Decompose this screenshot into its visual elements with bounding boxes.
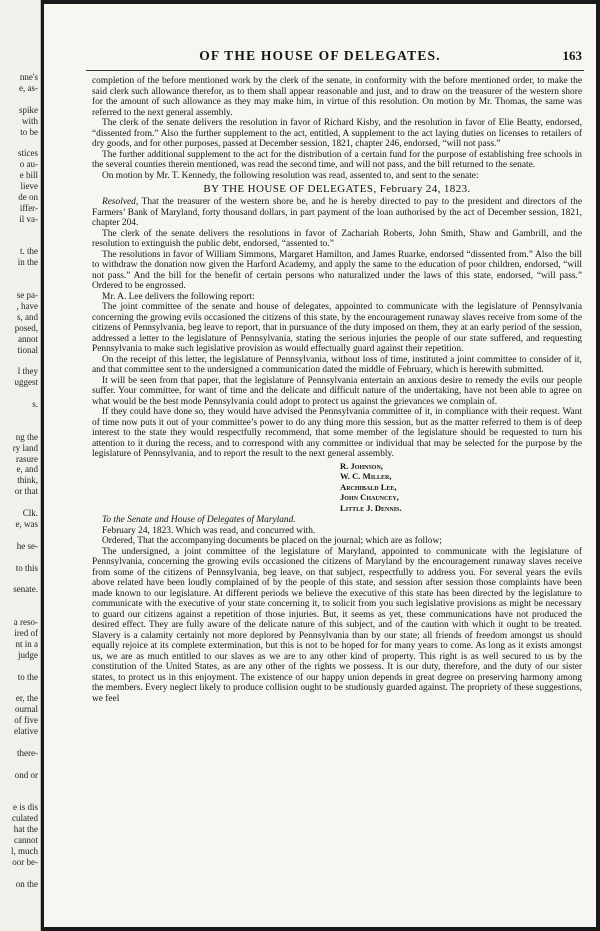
section-heading: BY THE HOUSE OF DELEGATES, February 24, 1823. — [203, 183, 471, 195]
document-page — [44, 4, 596, 927]
margin-fragment: nne's — [19, 72, 38, 82]
margin-fragment: o au- — [19, 159, 38, 170]
paragraph: The clerk of the senate delivers the resolution in favor of Richard Kisby, and the resolution in favor of Elie Beatty, endorsed, “dissented from.” Also the further supplement to the act, entitled, A supplement to the act laying duties on licenses to retailers of dry goods, and for other purposes, passed at December session, 1821, chapter 246, endorsed, “will not pass.” — [92, 118, 582, 149]
running-head: OF THE HOUSE OF DELEGATES. — [199, 48, 441, 63]
margin-fragment: e bill — [19, 170, 38, 181]
margin-fragment: e, and — [16, 464, 38, 475]
facing-page-margin — [0, 0, 41, 931]
margin-fragment: posed, — [14, 322, 38, 333]
margin-fragment: , have — [16, 300, 38, 311]
margin-fragment: tional — [17, 344, 38, 355]
address-line: To the Senate and House of Delegates of Maryland. — [102, 515, 296, 525]
paragraph: Mr. A. Lee delivers the following report: — [102, 291, 255, 302]
margin-fragment: l they — [17, 366, 38, 377]
margin-fragment: de on — [18, 191, 38, 202]
paragraph: The clerk of the senate delivers the resolutions in favor of Zachariah Roberts, John Smith, Shaw and Gambrill, and the resolution to extinguish the public debt, endorsed, “assented to.” — [92, 228, 582, 249]
resolution-text: That the treasurer of the western shore be, and he is hereby directed to pay to the president and directors of the Farmers’ Bank of Maryland, forty thousand dollars, in part payment of the loan authorised by the act of December session, 1821, chapter 204. — [92, 197, 582, 228]
paragraph: The resolutions in favor of William Simmons, Margaret Hamilton, and James Ruarke, endorsed “dissented from.” Also the bill to withdraw the donation now given the Harford Academy, and apply the same to the education of poor children, endorsed, “will not pass.” And the bill for the benefit of certain persons who naturalized under the laws of this state, endorsed, “will pass.” Ordered to be engrossed. — [92, 249, 582, 291]
margin-fragment: annot — [18, 333, 38, 344]
resolution-lead: Resolved, — [102, 197, 139, 207]
margin-fragment: of five — [14, 715, 38, 726]
margin-fragment: he se- — [16, 540, 38, 551]
signature: John Chauncey, — [340, 492, 399, 502]
margin-fragment: e, as- — [19, 82, 38, 93]
margin-fragment: or that — [14, 486, 38, 497]
margin-fragment: a reso- — [13, 617, 38, 627]
margin-fragment: se pa- — [16, 290, 38, 300]
page-header — [44, 48, 596, 68]
margin-fragment: lieve — [20, 181, 38, 191]
signature: W. C. Miller, — [340, 471, 392, 481]
paragraph: It will be seen from that paper, that the legislature of Pennsylvania entertain an anxious desire to remedy the evils our people suffer. Your committee, for want of time and the delicate and difficult nature of the undertaking, have not been able to agree on what would be the best mode Pennsylvania could adopt to protect us against the grievances we complain of. — [92, 375, 582, 407]
margin-fragment: iffer- — [19, 202, 38, 213]
margin-fragment: with — [21, 115, 38, 126]
margin-fragment: Clk. — [22, 508, 38, 518]
margin-fragment: culated — [12, 813, 38, 824]
margin-fragment: spike — [19, 104, 38, 115]
margin-fragment: e, was — [15, 518, 38, 529]
page-body — [92, 76, 582, 704]
margin-fragment: stices — [18, 148, 38, 159]
margin-fragment: ond or — [14, 769, 38, 780]
margin-fragment: ournal — [15, 704, 38, 715]
margin-fragment: nt in a — [15, 638, 38, 649]
margin-fragment: ry land — [12, 442, 38, 453]
margin-fragment: s, and — [17, 311, 38, 322]
paragraph: completion of the before mentioned work by the clerk of the senate, in conformity with the before mentioned order, to make the said clerk such allowance therefor, as to them shall appear reasonable and just, and to draw on the treasurer of the western shore for the amount of such allowance as they may make him, in virtue of this resolution. On motion by Mr. Thomas, the same was referred to the next general assembly. — [92, 76, 582, 118]
margin-fragment: oor be- — [12, 856, 38, 867]
margin-fragment: ng the — [15, 431, 38, 442]
margin-fragment: er, the — [15, 693, 38, 704]
paragraph: The joint committee of the senate and house of delegates, appointed to communicate with the legislature of Pennsylvania concerning the growing evils occasioned the citizens of this state, by the encouragement runaway slaves receive from some of the citizens of Pennsylvania, beg leave to report, that in pursuance of the duty imposed on them, they at an early period of the session, addressed a letter to the legislature of Pennsylvania, stating the serious injuries the people of our state suffered, and requesting Pennsylvania to make such legislative provision as would effectually guard against their repetition. — [92, 302, 582, 354]
margin-fragment: there- — [17, 747, 38, 758]
paragraph: If they could have done so, they would have advised the Pennsylvania committee of it, in compliance with their request. Want of time now puts it out of your committee’s power to do any thing more this session, but as the matter referred to them is of deep interest to the state they would respectfully recommend, that some member of the legislature should be requested to turn his attention to it during the recess, and to correspond with any committee or individual that may be selected for the purpose by the legislature of Pennsylvania, and to report the result to the next general assembly. — [92, 407, 582, 459]
paragraph: On the receipt of this letter, the legislature of Pennsylvania, without loss of time, instituted a joint committee to consider of it, and that committee sent to the undersigned a communication dated the middle of February, which is herewith submitted. — [92, 354, 582, 375]
paragraph: The undersigned, a joint committee of the legislature of Maryland, appointed to communicate with the legislature of Pennsylvania, concerning the growing evils occasioned the citizens of Maryland by the encouragement runaway slaves receive from some of the citizens of Pennsylvania, beg leave, on that subject, respectfully to address you. For several years the evils above related have been loudly complained of by the people of this state, and session after session those complaints have been made known to our legislature. At different periods we believe the executive of this state has been directed by the legislature to communicate with the executive of your state concerning it, to solicit from you such legislative provisions as might be necessary to guard our citizens against a repetition of those injuries. But, it seems as yet, these communications have not produced the desired effect. They are fully aware of the delicate nature of this subject, and of the caution with which it ought to be treated. Slavery is a calamity certainly not more deplored by Pennsylvania than by our state; all friends of freedom amongst us should equally rejoice at its complete extermination, but this is not to be hoped for for many years to come. As long as it exists amongst us, we are as much entitled to our slaves as we are to any other kind of property. This right is as well secured to us by the constitution of the United States, as are any other of the rights we possess. It is our duty, therefore, and the duty of our sister states, to protect us in this enjoyment. The existence of our happy union depends in great degree on preserving harmony among the members. Every neglect likely to produce collision ought to be studiously guarded against. The propriety of these suggestions, we feel — [92, 546, 582, 704]
resolution-paragraph — [92, 197, 582, 229]
margin-fragment: think, — [17, 475, 38, 486]
paragraph: Ordered, That the accompanying documents be placed on the journal; which are as follow; — [102, 536, 442, 546]
margin-fragment: rasure — [16, 453, 38, 464]
margin-fragment: judge — [18, 649, 38, 660]
paragraph: February 24, 1823. Which was read, and concurred with. — [102, 525, 316, 536]
margin-fragment: l, much — [11, 845, 38, 856]
paragraph: The further additional supplement to the act for the distribution of a certain fund for the purpose of establishing free schools in the several counties therein mentioned, was read the second time, and will not pass, and the bill returned to the senate. — [92, 149, 582, 170]
margin-fragment: elative — [14, 726, 38, 736]
margin-fragment: to this — [15, 562, 38, 573]
margin-fragment: on the — [15, 878, 38, 889]
page-number: 163 — [562, 48, 582, 63]
signature: R. Johnson, — [340, 460, 383, 471]
margin-fragment: uggest — [14, 377, 38, 388]
signature-block — [340, 461, 582, 514]
margin-fragment: e is dis — [12, 802, 38, 813]
margin-fragment: t. the — [20, 246, 38, 257]
signature: Little J. Dennis. — [340, 502, 402, 513]
margin-fragment: cannot — [14, 835, 38, 845]
margin-fragment: s. — [32, 399, 38, 409]
margin-fragment: ired of — [14, 627, 38, 638]
paragraph: On motion by Mr. T. Kennedy, the following resolution was read, assented to, and sent to the senate: — [102, 170, 479, 181]
margin-fragment: senate. — [13, 584, 38, 595]
header-rule — [86, 70, 584, 71]
margin-fragment: in the — [17, 257, 38, 268]
margin-fragment: to the — [17, 671, 38, 682]
signature: Archibald Lee, — [340, 481, 397, 492]
margin-fragment: to be — [20, 126, 38, 137]
margin-fragment: hat the — [13, 824, 38, 835]
margin-fragment: il va- — [19, 213, 38, 224]
